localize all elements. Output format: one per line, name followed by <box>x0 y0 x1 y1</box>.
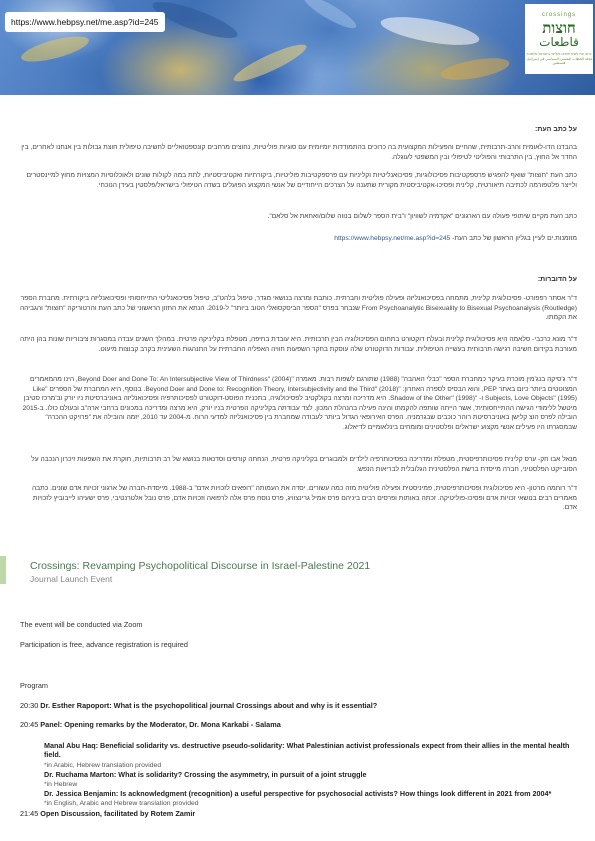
panel-talk <box>44 770 574 790</box>
journal-link-line <box>18 234 577 244</box>
speaker-bio: ד"ר מונא כרכבי- סלאמה היא פסיכולוגית קלינית ובעלת דוקטורט בתחום הפסיכולוגיה הבין תרבותית. היא עובדת בחיפה, מטפלת בקליניקה פרטית. במהלך השנים עבדה במסגרות ציבוריות שונות בהן היתה מעורבת בקידום חשיבה רגישה תרבותית בעשייה הטיפולית. עבודות הדוקטורט שלה עוסקת בחקר השפעות חוויה האפליה החברתית על התנהגות השעינית בקרב קבוצות מיעוט. <box>19 336 577 353</box>
program-time: 20:45 <box>20 720 39 729</box>
paint-stroke <box>301 0 360 33</box>
speaker-bio: ד"ר ג'סיקה בנג'מין מוכרת בעיקר כמחברת הספר "כבלי האהבה" (1988) שתורגם לשפות רבות. מאמרה "Beyond Doer and Done To: An Intersubjective View of Thirdness" (2004), הינו מהמאמרים המצוטטים ביותר כיום באתר PEP, והוא הבסיס לספרה האחרון: "Beyond Doer and Done to: Recognition Theory, Intersubjectivity and the Third" (2018). בנוסף, היא המחברת של הספרים "Like Subjects, Love Objects" (1995) ו- "Shadow of the Other" (1998). היא מדריכה ומרצה בקולקטיב לפסיכולוגיה, בתכנית הפוסט-דוקטורט לפסיכותרפיה ופסיכואנליזה באוניברסיטת ניו יורק וב'מרכז סטיבן מיטשל ללימודי הגישה ההתייחסותית', אשר הייתה שותפה להקמתו והינה פעילה בהנהלת המכון. לצד עבודתה בקליניקה הפרטית בניו יורק, היא מרצה ומדריכה במכונים ברחבי ארה"ב ובעולם כולו. ב-2015 הובילה לפרס הוצ קלישן באוניברסיטת רוהר כוכבים שבגרמניה. הפרס האירופאי הגדול ביותר לעבודה שמחברת בין פסיכואנליזה למדעי הרוח. מ-2004 עד 2010, יזמה והובילה את "פרויקט ההכרה" שבמסגרתו היו פעילים אנשי מקצוע ישראלים ופלסטינים ומומחים בינלאומיים לדיאלוג. <box>22 376 577 431</box>
logo-latin-text: crossings <box>541 12 577 18</box>
header-url[interactable]: https://www.hebpsy.net/me.asp?id=245 <box>5 12 165 32</box>
about-paragraph: כתב העת מקיים שיתופי פעולה עם הארגונים "אקדמיה לשוויון" ו"בית הספר לשלום בנווה שלום/ואחאת אל סלאם". <box>267 213 577 220</box>
program-time: 20:30 <box>20 701 39 710</box>
header-banner <box>0 0 595 95</box>
about-paragraph: בהבדנו הדו-לאומית והרב-תרבותית, שהחיים והפעילות המקצועית בה כרוכים בהתמודדות יומיומית עם סוגיות פוליטיות, נחוצים מרחבים קונספטואליים לחשיבה טיפולית חוצת גבולות בין אנחנו לאחרים, בין החדר אל החוץ, בין התרבותי והפוליטי לטיפולי ובין המשפטי לעוגלה. <box>21 144 577 161</box>
talk-title: Dr. Ruchama Marton: What is solidarity? Crossing the asymmetry, in pursuit of a joint struggle <box>44 770 367 779</box>
talk-language-note: *in English, Arabic and Hebrew translation provided <box>44 800 199 808</box>
speaker-bio: ד"ר רוחמה מרטון- היא פסיכולוגית ופסיכותרפיסטית, פמיניסטית ופעילה פוליטית מזה כמה עשורים. יסדה את העמותה "רופאים לזכויות אדם" ב-1988. מייסדת-חברה של ארגוני זכויות אדם שונים. כתבה מאמרים רבים בנושאי זכויות אדם ופסיכו-פוליטיקה. זכתה באותות ופרסים רבים ביניהם פרס אמיל גרינצוויג, פרס נוסח פרס אלה לרפואה וזכויות אדם, פרס נובל אלטרנטיבי, פרס ישעיהו לייבוביץ לזכויות אדם. <box>31 485 577 512</box>
crossings-logo <box>525 4 593 74</box>
program-text: Panel: Opening remarks by the Moderator, Dr. Mona Karkabi - Salama <box>40 720 281 729</box>
section-accent-bar <box>0 556 6 584</box>
talk-title: Manal Abu Haq: Beneficial solidarity vs. destructive pseudo-solidarity: What Palestinian activist professionals expect from their allies in the mental health field. <box>44 741 570 760</box>
speaker-bio: ד"ר אסתר רפפורט- פסיכולוגית קלינית, מתמחה בפסיכואנליזה ופעילה פוליטית וחברתית. כותבת ומרצה בנושאי מגדר, טיפול בלהט"ב, טיפול פסיכואנליטי התייחסותי ופסיכואנליזה ביקורתית. מחברת הספר From Psychoanalytic Bisexuality to Bisexual Psychoanalysis (Routledge) שנבחר בפרס "הספר הביסקסואלי הטוב ביותר" ל-2019. הנתא את החזון הראשוני של כתב העת והרטוריקה "חוצות" והגביהה את הקמתו. <box>19 295 577 322</box>
speakers-heading: על הדוברות: <box>537 276 577 283</box>
paint-stroke <box>439 54 511 84</box>
program-text: Open Discussion, facilitated by Rotem Zamir <box>40 809 196 818</box>
journal-link[interactable]: https://www.hebpsy.net/me.asp?id=245 <box>334 235 451 242</box>
program-time: 21:45 <box>20 809 39 818</box>
program-item <box>20 809 195 818</box>
event-title: Crossings: Revamping Psychopolitical Discourse in Israel-Palestine 2021 <box>30 560 371 572</box>
panel-talk <box>44 789 574 809</box>
event-subtitle: Journal Launch Event <box>30 574 113 584</box>
about-paragraph: כתב העת "חוצות" שואף להפגיש פרספקטיבות פסיכולוגיות, פסיכואנליטיות וקליניות עם פרספקטיבות פוליטיות, ביקורתיות ואקטיביסטיות, לתת במה לקולות שונים ולאוכלוסיות המצויות מחוץ למיינסטרים ולייצר פלטפורמה לכתיבה תיאורטית, קלינית ופסיכו-אקטיביסטית מקורית שתענה על הצרכים הייחודיים של אנשי המקצוע הפועלים בשדה הטיפולי בישראל/פלסטין בעידן הנוכחי. <box>26 172 577 189</box>
about-heading: על כתב העת: <box>534 126 577 133</box>
paint-stroke <box>379 11 481 50</box>
logo-hebrew-text: חוצות <box>542 19 576 37</box>
zoom-note: The event will be conducted via Zoom <box>20 620 143 629</box>
panel-talk <box>44 741 574 770</box>
registration-note: Participation is free, advance registration is required <box>20 640 188 649</box>
program-label: Program <box>20 681 48 690</box>
journal-link-prefix: מוזמנות.ים לעיין בגליון הראשון של כתב העת- <box>452 235 577 242</box>
logo-tagline: כתב עת לשיח פסיכו-פוליטי בישראל-פלסטין مجلة الخطاب النفسي-السياسي في إسرائيل-فلسطين <box>525 52 593 65</box>
talk-language-note: *in Arabic, Hebrew translation provided <box>44 761 162 769</box>
program-item <box>20 701 377 710</box>
logo-arabic-text: قاطعات <box>539 35 579 49</box>
program-item <box>20 720 281 729</box>
talk-title: Dr. Jessica Benjamin: Is acknowledgment (recognition) a useful perspective for psychosocial activists? How things look different in 2021 from 2004* <box>44 789 552 798</box>
paint-stroke <box>230 39 309 87</box>
paint-stroke <box>19 31 91 67</box>
program-text: Dr. Esther Rapoport: What is the psychopolitical journal Crossings about and why is it essential? <box>40 701 378 710</box>
speaker-bio: מנאל אבו חק- ערס קלינית פסיכותרפיסטית, מטפלת ומדריכה בפסיכותרפיה לילדים ולמבוגרים בקליניקה פרטית, הנחתה קורסים וסדנאות בנושא של רב תרבותיות, חוקרת את השפעות זיכרון הנכבה על הסובייקט הפלסטיני, חברה מייסדת ברשת הפלסטינית הגלובלית לבריאות הנפש. <box>31 456 577 473</box>
talk-language-note: *in Hebrew <box>44 781 78 789</box>
